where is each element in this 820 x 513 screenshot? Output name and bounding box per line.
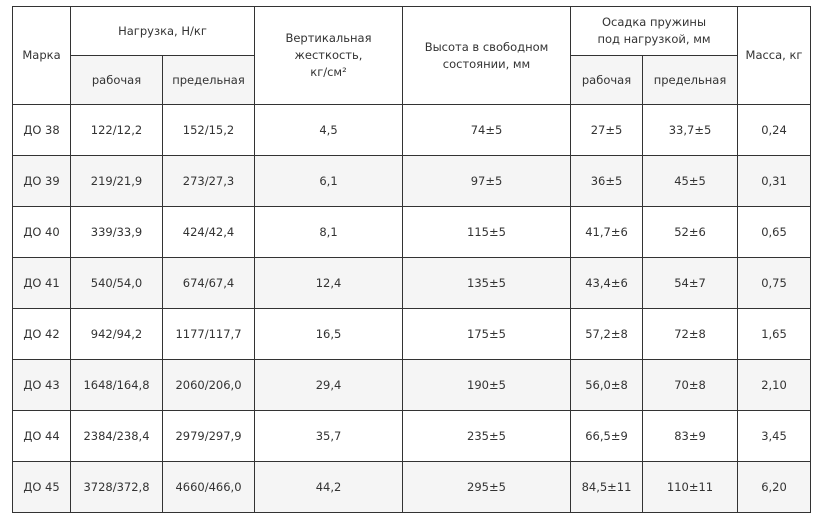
cell-settlement-working: 27±5 <box>571 105 643 156</box>
cell-load-limit: 424/42,4 <box>163 207 255 258</box>
cell-marka: ДО 38 <box>13 105 71 156</box>
cell-load-limit: 1177/117,7 <box>163 309 255 360</box>
cell-stiffness: 12,4 <box>255 258 403 309</box>
table-row <box>13 411 811 462</box>
col-header-marka: Марка <box>13 7 71 105</box>
cell-free-height: 74±5 <box>403 105 571 156</box>
table-row <box>13 309 811 360</box>
cell-load-limit: 2979/297,9 <box>163 411 255 462</box>
cell-marka: ДО 45 <box>13 462 71 513</box>
cell-settlement-limit: 52±6 <box>643 207 738 258</box>
cell-load-working: 2384/238,4 <box>71 411 163 462</box>
header-row-top <box>13 7 811 56</box>
spring-spec-table <box>12 6 811 513</box>
cell-load-limit: 152/15,2 <box>163 105 255 156</box>
cell-settlement-working: 56,0±8 <box>571 360 643 411</box>
cell-free-height: 135±5 <box>403 258 571 309</box>
cell-load-working: 1648/164,8 <box>71 360 163 411</box>
cell-free-height: 115±5 <box>403 207 571 258</box>
cell-free-height: 97±5 <box>403 156 571 207</box>
table-row <box>13 156 811 207</box>
cell-settlement-working: 57,2±8 <box>571 309 643 360</box>
cell-load-working: 339/33,9 <box>71 207 163 258</box>
cell-mass: 1,65 <box>738 309 811 360</box>
cell-load-working: 219/21,9 <box>71 156 163 207</box>
cell-load-limit: 2060/206,0 <box>163 360 255 411</box>
cell-settlement-limit: 45±5 <box>643 156 738 207</box>
table-row <box>13 258 811 309</box>
cell-settlement-working: 36±5 <box>571 156 643 207</box>
cell-settlement-working: 66,5±9 <box>571 411 643 462</box>
cell-marka: ДО 42 <box>13 309 71 360</box>
cell-stiffness: 4,5 <box>255 105 403 156</box>
cell-load-limit: 273/27,3 <box>163 156 255 207</box>
cell-mass: 0,24 <box>738 105 811 156</box>
cell-settlement-limit: 33,7±5 <box>643 105 738 156</box>
cell-mass: 0,31 <box>738 156 811 207</box>
cell-free-height: 235±5 <box>403 411 571 462</box>
cell-mass: 6,20 <box>738 462 811 513</box>
cell-stiffness: 35,7 <box>255 411 403 462</box>
cell-stiffness: 16,5 <box>255 309 403 360</box>
cell-settlement-limit: 72±8 <box>643 309 738 360</box>
cell-free-height: 190±5 <box>403 360 571 411</box>
cell-settlement-limit: 110±11 <box>643 462 738 513</box>
table-row <box>13 462 811 513</box>
cell-load-limit: 674/67,4 <box>163 258 255 309</box>
cell-marka: ДО 39 <box>13 156 71 207</box>
col-header-settlement-limit: предельная <box>643 56 738 105</box>
col-header-load-working: рабочая <box>71 56 163 105</box>
table-row <box>13 207 811 258</box>
cell-marka: ДО 43 <box>13 360 71 411</box>
cell-mass: 0,65 <box>738 207 811 258</box>
cell-marka: ДО 40 <box>13 207 71 258</box>
cell-settlement-limit: 83±9 <box>643 411 738 462</box>
cell-marka: ДО 44 <box>13 411 71 462</box>
cell-settlement-working: 43,4±6 <box>571 258 643 309</box>
cell-mass: 2,10 <box>738 360 811 411</box>
cell-settlement-working: 84,5±11 <box>571 462 643 513</box>
cell-stiffness: 6,1 <box>255 156 403 207</box>
col-header-load-limit: предельная <box>163 56 255 105</box>
col-header-stiffness: Вертикальная жесткость, кг/см² <box>255 7 403 105</box>
table-row <box>13 105 811 156</box>
cell-mass: 0,75 <box>738 258 811 309</box>
cell-settlement-limit: 70±8 <box>643 360 738 411</box>
col-header-settlement-working: рабочая <box>571 56 643 105</box>
cell-marka: ДО 41 <box>13 258 71 309</box>
cell-settlement-working: 41,7±6 <box>571 207 643 258</box>
cell-stiffness: 44,2 <box>255 462 403 513</box>
cell-free-height: 175±5 <box>403 309 571 360</box>
cell-load-limit: 4660/466,0 <box>163 462 255 513</box>
col-header-load-group: Нагрузка, Н/кг <box>71 7 255 56</box>
col-header-mass: Масса, кг <box>738 7 811 105</box>
cell-settlement-limit: 54±7 <box>643 258 738 309</box>
cell-mass: 3,45 <box>738 411 811 462</box>
cell-load-working: 122/12,2 <box>71 105 163 156</box>
table-row <box>13 360 811 411</box>
col-header-free-height: Высота в свободном состоянии, мм <box>403 7 571 105</box>
cell-free-height: 295±5 <box>403 462 571 513</box>
col-header-settlement-group: Осадка пружины под нагрузкой, мм <box>571 7 738 56</box>
cell-load-working: 942/94,2 <box>71 309 163 360</box>
cell-load-working: 540/54,0 <box>71 258 163 309</box>
cell-load-working: 3728/372,8 <box>71 462 163 513</box>
cell-stiffness: 8,1 <box>255 207 403 258</box>
cell-stiffness: 29,4 <box>255 360 403 411</box>
